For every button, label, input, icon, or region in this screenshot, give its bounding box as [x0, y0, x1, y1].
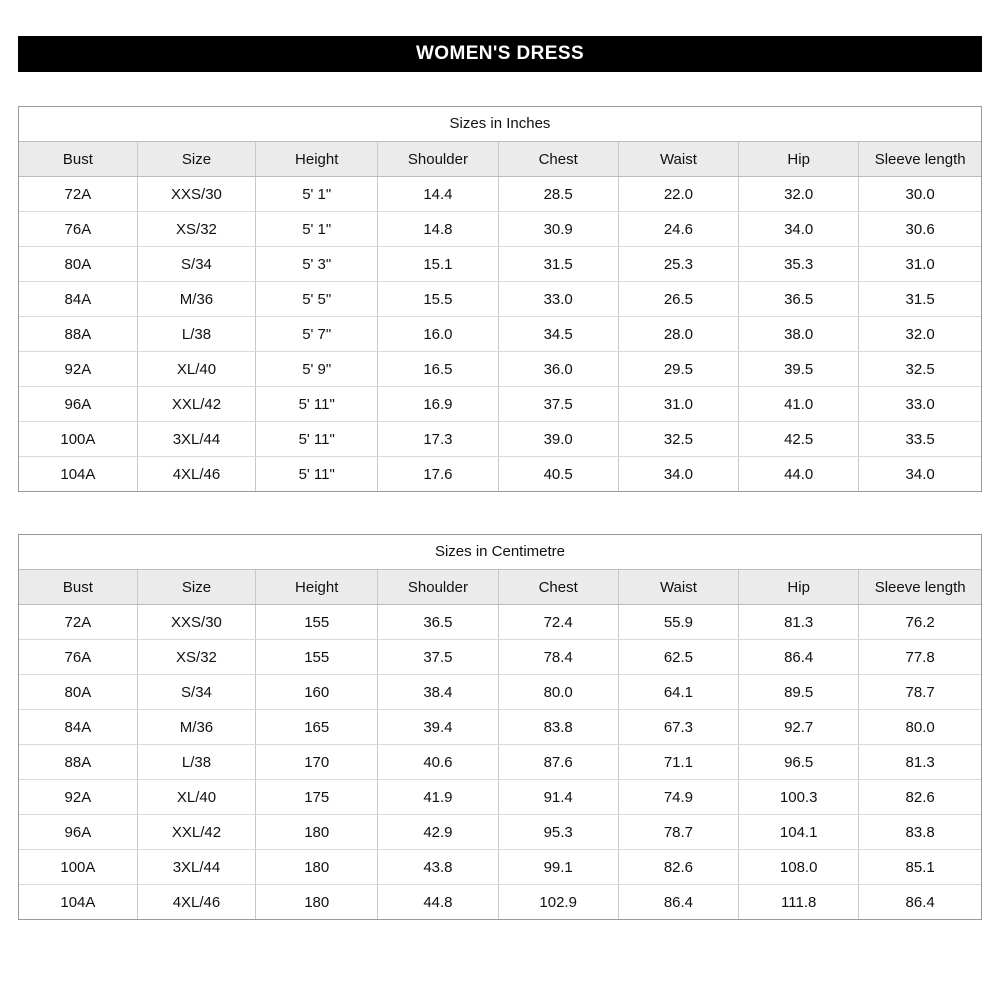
cell-size: 3XL/44 — [137, 422, 255, 457]
cell-hip: 32.0 — [739, 177, 859, 212]
column-header-shoulder: Shoulder — [378, 142, 498, 177]
cell-hip: 108.0 — [739, 850, 859, 885]
cell-bust: 100A — [19, 422, 137, 457]
cell-hip: 104.1 — [739, 815, 859, 850]
cell-bust: 76A — [19, 212, 137, 247]
cell-hip: 36.5 — [739, 282, 859, 317]
column-header-hip: Hip — [739, 570, 859, 605]
cell-hip: 111.8 — [739, 885, 859, 920]
table-row — [19, 605, 981, 640]
table-row — [19, 675, 981, 710]
table-row — [19, 422, 981, 457]
cell-height: 5' 7" — [256, 317, 378, 352]
cell-chest: 36.0 — [498, 352, 618, 387]
column-header-waist: Waist — [618, 142, 738, 177]
table-row — [19, 282, 981, 317]
cell-sleeve-length: 33.5 — [859, 422, 981, 457]
cell-waist: 28.0 — [618, 317, 738, 352]
cell-chest: 72.4 — [498, 605, 618, 640]
cell-sleeve-length: 31.5 — [859, 282, 981, 317]
cell-bust: 72A — [19, 177, 137, 212]
cell-size: XXS/30 — [137, 177, 255, 212]
cell-chest: 28.5 — [498, 177, 618, 212]
cell-bust: 104A — [19, 885, 137, 920]
cell-chest: 78.4 — [498, 640, 618, 675]
cell-sleeve-length: 32.0 — [859, 317, 981, 352]
cell-bust: 88A — [19, 745, 137, 780]
cell-size: XXL/42 — [137, 387, 255, 422]
cell-shoulder: 14.8 — [378, 212, 498, 247]
cell-bust: 100A — [19, 850, 137, 885]
cell-waist: 25.3 — [618, 247, 738, 282]
cell-size: XL/40 — [137, 352, 255, 387]
cell-height: 175 — [256, 780, 378, 815]
table-caption-centimetre: Sizes in Centimetre — [19, 535, 981, 570]
table-header-row — [19, 570, 981, 605]
size-table-inches — [18, 106, 982, 492]
column-header-sleeve-length: Sleeve length — [859, 142, 981, 177]
table-row — [19, 317, 981, 352]
cell-bust: 92A — [19, 780, 137, 815]
column-header-bust: Bust — [19, 142, 137, 177]
cell-height: 5' 1" — [256, 212, 378, 247]
cell-sleeve-length: 34.0 — [905, 465, 935, 483]
cell-sleeve-length: 82.6 — [859, 780, 981, 815]
column-header-chest: Chest — [498, 570, 618, 605]
cell-size: 4XL/46 — [137, 457, 255, 492]
cell-size: L/38 — [137, 745, 255, 780]
cell-waist: 31.0 — [618, 387, 738, 422]
cell-shoulder: 43.8 — [378, 850, 498, 885]
table-header-row — [19, 142, 981, 177]
cell-bust: 88A — [19, 317, 137, 352]
table-row — [19, 212, 981, 247]
cell-chest: 30.9 — [498, 212, 618, 247]
cell-sleeve-length: 76.2 — [859, 605, 981, 640]
cell-height: 5' 11" — [256, 387, 378, 422]
column-header-bust: Bust — [19, 570, 137, 605]
cell-size: 3XL/44 — [137, 850, 255, 885]
cell-size: 4XL/46 — [137, 885, 255, 920]
cell-sleeve-length: 30.6 — [859, 212, 981, 247]
table-row — [19, 815, 981, 850]
cell-shoulder: 15.1 — [378, 247, 498, 282]
cell-waist: 82.6 — [618, 850, 738, 885]
cell-waist: 22.0 — [618, 177, 738, 212]
cell-shoulder: 14.4 — [378, 177, 498, 212]
column-header-size: Size — [137, 142, 255, 177]
cell-chest: 37.5 — [498, 387, 618, 422]
cell-size: L/38 — [137, 317, 255, 352]
cell-hip: 39.5 — [739, 352, 859, 387]
cell-bust: 76A — [19, 640, 137, 675]
cell-sleeve-length: 81.3 — [859, 745, 981, 780]
cell-height: 160 — [256, 675, 378, 710]
cell-shoulder: 42.9 — [378, 815, 498, 850]
cell-waist: 26.5 — [618, 282, 738, 317]
column-header-height: Height — [256, 142, 378, 177]
cell-bust: 84A — [19, 282, 137, 317]
cell-chest: 83.8 — [498, 710, 618, 745]
cell-waist: 78.7 — [618, 815, 738, 850]
cell-bust: 92A — [19, 352, 137, 387]
cell-sleeve-length: 85.1 — [859, 850, 981, 885]
cell-size: XS/32 — [137, 640, 255, 675]
cell-bust: 104A — [19, 457, 137, 492]
cell-waist: 74.9 — [618, 780, 738, 815]
column-header-sleeve-length: Sleeve length — [859, 570, 981, 605]
cell-waist: 62.5 — [618, 640, 738, 675]
cell-shoulder: 17.6 — [378, 457, 498, 492]
cell-waist: 55.9 — [618, 605, 738, 640]
cell-hip: 35.3 — [739, 247, 859, 282]
cell-size: M/36 — [137, 282, 255, 317]
cell-bust: 96A — [19, 387, 137, 422]
cell-size: XXS/30 — [137, 605, 255, 640]
cell-chest: 80.0 — [498, 675, 618, 710]
column-header-size: Size — [137, 570, 255, 605]
column-header-chest: Chest — [498, 142, 618, 177]
cell-hip: 92.7 — [739, 710, 859, 745]
cell-waist: 71.1 — [618, 745, 738, 780]
measurements-table-inches — [19, 142, 981, 491]
cell-sleeve-length: 77.8 — [859, 640, 981, 675]
table-row — [19, 780, 981, 815]
cell-height: 5' 11" — [256, 422, 378, 457]
cell-sleeve-length: 33.0 — [859, 387, 981, 422]
cell-hip: 38.0 — [739, 317, 859, 352]
cell-shoulder: 44.8 — [378, 885, 498, 920]
cell-chest: 34.5 — [498, 317, 618, 352]
cell-bust: 96A — [19, 815, 137, 850]
cell-chest: 87.6 — [498, 745, 618, 780]
cell-hip: 96.5 — [739, 745, 859, 780]
cell-shoulder: 38.4 — [378, 675, 498, 710]
cell-chest: 91.4 — [498, 780, 618, 815]
column-header-height: Height — [256, 570, 378, 605]
cell-height: 180 — [256, 815, 378, 850]
cell-size: XXL/42 — [137, 815, 255, 850]
cell-chest: 40.5 — [498, 457, 618, 492]
cell-bust: 84A — [19, 710, 137, 745]
cell-hip: 86.4 — [739, 640, 859, 675]
cell-height: 155 — [256, 605, 378, 640]
cell-sleeve-length: 86.4 — [905, 893, 935, 911]
cell-height: 180 — [256, 850, 378, 885]
page-title: WOMEN'S DRESS — [415, 43, 585, 64]
cell-height: 5' 11" — [256, 457, 378, 492]
cell-shoulder: 37.5 — [378, 640, 498, 675]
cell-size: S/34 — [137, 675, 255, 710]
cell-shoulder: 36.5 — [378, 605, 498, 640]
cell-sleeve-length: 32.5 — [859, 352, 981, 387]
table-row — [19, 352, 981, 387]
cell-waist: 32.5 — [618, 422, 738, 457]
cell-hip: 100.3 — [739, 780, 859, 815]
table-row — [19, 710, 981, 745]
page-title-bar — [18, 36, 982, 72]
cell-shoulder: 39.4 — [378, 710, 498, 745]
cell-hip: 42.5 — [739, 422, 859, 457]
cell-size: M/36 — [137, 710, 255, 745]
column-header-hip: Hip — [739, 142, 859, 177]
cell-height: 170 — [256, 745, 378, 780]
size-table-centimetre — [18, 534, 982, 920]
cell-waist: 86.4 — [618, 885, 738, 920]
table-row — [19, 640, 981, 675]
table-row — [19, 457, 981, 492]
cell-height: 165 — [256, 710, 378, 745]
cell-chest: 102.9 — [498, 885, 618, 920]
cell-bust: 72A — [19, 605, 137, 640]
table-caption-inches: Sizes in Inches — [19, 107, 981, 142]
cell-size: XS/32 — [137, 212, 255, 247]
cell-sleeve-length: 80.0 — [859, 710, 981, 745]
cell-bust: 80A — [19, 247, 137, 282]
cell-waist: 34.0 — [618, 457, 738, 492]
cell-sleeve-length: 31.0 — [859, 247, 981, 282]
cell-chest: 95.3 — [498, 815, 618, 850]
cell-shoulder: 17.3 — [378, 422, 498, 457]
cell-chest: 31.5 — [498, 247, 618, 282]
cell-height: 5' 5" — [256, 282, 378, 317]
cell-height: 5' 1" — [256, 177, 378, 212]
cell-hip: 34.0 — [739, 212, 859, 247]
cell-size: XL/40 — [137, 780, 255, 815]
cell-shoulder: 15.5 — [378, 282, 498, 317]
cell-waist: 29.5 — [618, 352, 738, 387]
cell-bust: 80A — [19, 675, 137, 710]
cell-shoulder: 41.9 — [378, 780, 498, 815]
cell-hip: 41.0 — [739, 387, 859, 422]
cell-sleeve-length: 78.7 — [859, 675, 981, 710]
table-row — [19, 177, 981, 212]
cell-chest: 33.0 — [498, 282, 618, 317]
cell-height: 180 — [256, 885, 378, 920]
table-row — [19, 247, 981, 282]
cell-height: 5' 3" — [256, 247, 378, 282]
cell-waist: 24.6 — [618, 212, 738, 247]
cell-hip: 81.3 — [739, 605, 859, 640]
cell-chest: 99.1 — [498, 850, 618, 885]
cell-waist: 64.1 — [618, 675, 738, 710]
cell-height: 155 — [256, 640, 378, 675]
cell-sleeve-length: 30.0 — [859, 177, 981, 212]
column-header-waist: Waist — [618, 570, 738, 605]
column-header-shoulder: Shoulder — [378, 570, 498, 605]
cell-hip: 89.5 — [739, 675, 859, 710]
cell-waist: 67.3 — [618, 710, 738, 745]
table-row — [19, 387, 981, 422]
cell-shoulder: 16.0 — [378, 317, 498, 352]
table-row — [19, 850, 981, 885]
cell-shoulder: 16.5 — [378, 352, 498, 387]
cell-shoulder: 40.6 — [378, 745, 498, 780]
table-row — [19, 885, 981, 920]
cell-sleeve-length: 83.8 — [859, 815, 981, 850]
cell-hip: 44.0 — [739, 457, 859, 492]
cell-chest: 39.0 — [498, 422, 618, 457]
table-row — [19, 745, 981, 780]
cell-size: S/34 — [137, 247, 255, 282]
cell-height: 5' 9" — [256, 352, 378, 387]
measurements-table-centimetre — [19, 570, 981, 919]
cell-shoulder: 16.9 — [378, 387, 498, 422]
